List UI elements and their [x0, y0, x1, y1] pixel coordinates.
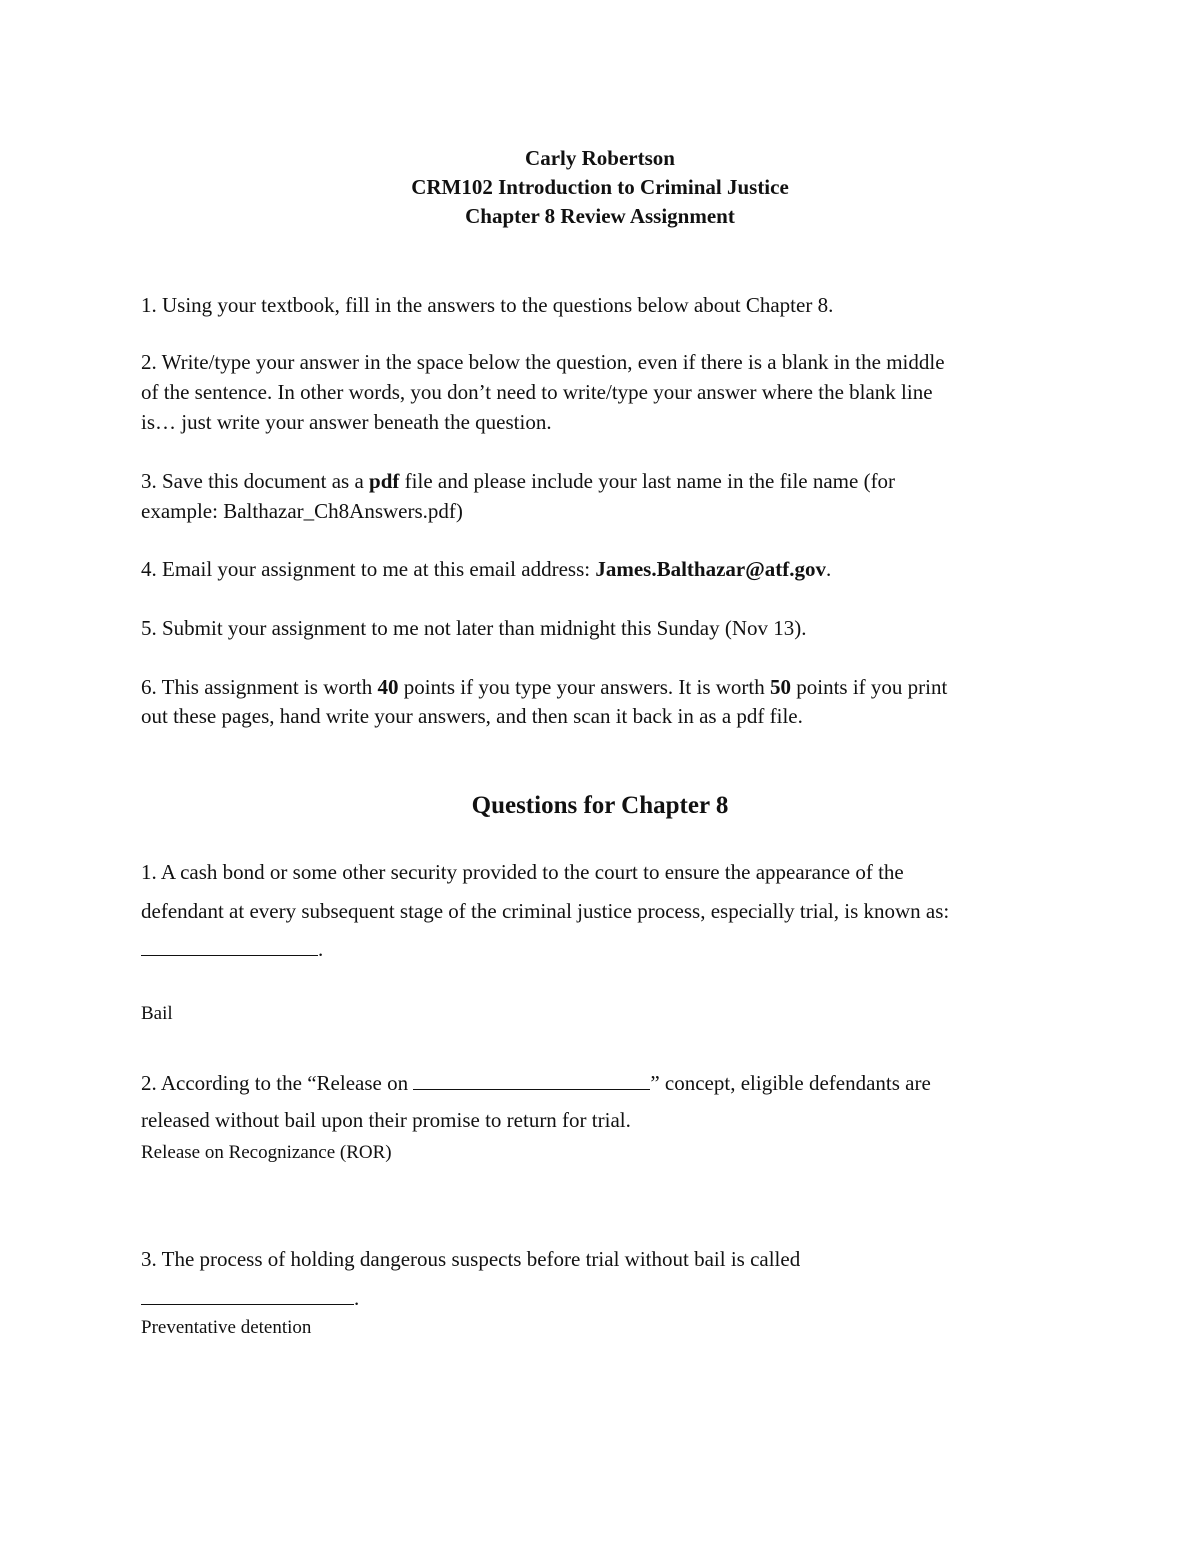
instruction-4-text-b: .	[826, 557, 832, 581]
question-3-end: .	[354, 1286, 360, 1310]
instruction-2-line-1: 2. Write/type your answer in the space below the question, even if there is a blank in the middle	[141, 350, 945, 374]
instructor-email: James.Balthazar@atf.gov	[595, 557, 827, 581]
question-2-text-b: ” concept, eligible defendants are	[650, 1071, 931, 1095]
points-handwritten: 50	[770, 675, 791, 699]
instruction-3-pdf: pdf	[369, 469, 400, 493]
instruction-5: 5. Submit your assignment to me not later than midnight this Sunday (Nov 13).	[141, 616, 807, 640]
instruction-3-line-1	[141, 469, 895, 494]
answer-blank	[141, 937, 318, 956]
question-3-answer: Preventative detention	[141, 1317, 312, 1338]
question-3-blank-line	[141, 1286, 359, 1311]
assignment-title: Chapter 8 Review Assignment	[465, 204, 735, 228]
instruction-3-text-a: 3. Save this document as a	[141, 469, 370, 493]
instruction-4	[141, 557, 831, 582]
question-1-blank-line	[141, 937, 323, 962]
instruction-1: 1. Using your textbook, fill in the answers to the questions below about Chapter 8.	[141, 293, 834, 317]
instruction-2-line-3: is… just write your answer beneath the question.	[141, 410, 552, 434]
question-2-line-2: released without bail upon their promise to return for trial.	[141, 1108, 631, 1132]
instruction-6-text-a: 6. This assignment is worth	[141, 675, 378, 699]
course-title: CRM102 Introduction to Criminal Justice	[411, 175, 789, 199]
question-3-line-1: 3. The process of holding dangerous suspects before trial without bail is called	[141, 1247, 801, 1271]
instruction-2-line-2: of the sentence. In other words, you don’t need to write/type your answer where the blank line	[141, 380, 933, 404]
instruction-6-line-2: out these pages, hand write your answers, and then scan it back in as a pdf file.	[141, 704, 803, 728]
answer-blank	[413, 1071, 650, 1090]
instruction-3-line-2: example: Balthazar_Ch8Answers.pdf)	[141, 499, 463, 523]
points-typed: 40	[377, 675, 399, 699]
answer-blank	[141, 1286, 354, 1305]
instruction-4-text-a: 4. Email your assignment to me at this email address:	[141, 557, 596, 581]
question-2-text-a: 2. According to the “Release on	[141, 1071, 414, 1095]
instruction-3-text-b: file and please include your last name in the file name (for	[399, 469, 896, 493]
question-1-end: .	[318, 937, 324, 961]
instruction-6-text-b: points if you type your answers. It is worth	[398, 675, 770, 699]
question-1-answer: Bail	[141, 1003, 173, 1024]
questions-heading: Questions for Chapter 8	[471, 792, 729, 819]
question-2-answer: Release on Recognizance (ROR)	[141, 1142, 392, 1163]
question-1-line-2: defendant at every subsequent stage of the criminal justice process, especially trial, is known as:	[141, 899, 950, 923]
instruction-6-text-c: points if you print	[791, 675, 948, 699]
instruction-6-line-1	[141, 675, 947, 700]
question-1-line-1: 1. A cash bond or some other security provided to the court to ensure the appearance of the	[141, 860, 904, 884]
question-2-line-1	[141, 1071, 931, 1096]
student-name: Carly Robertson	[525, 146, 675, 170]
